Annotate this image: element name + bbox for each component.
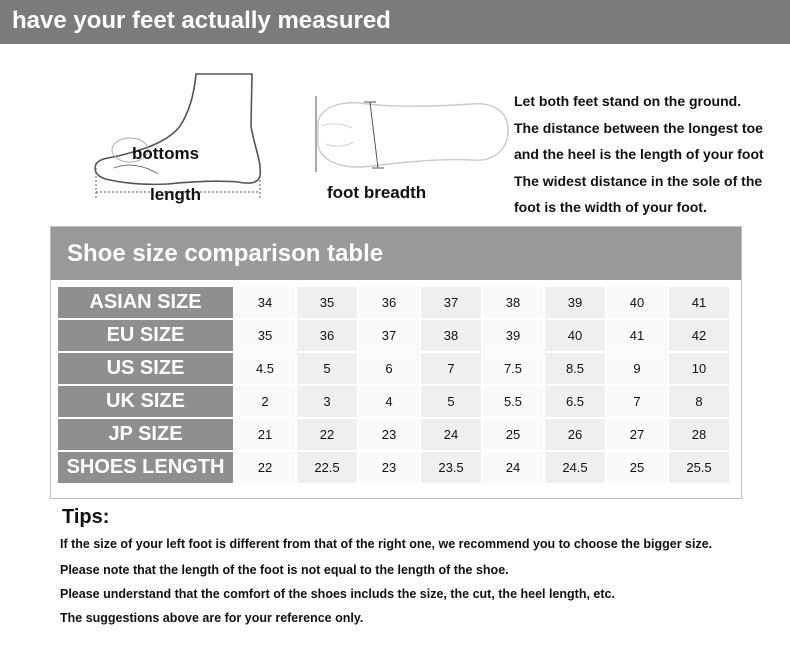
tip-item: The suggestions above are for your reference only. [60,611,364,625]
size-cell: 5 [421,386,481,417]
size-cell: 5.5 [483,386,543,417]
size-cell: 39 [545,287,605,318]
row-header: SHOES LENGTH [58,452,233,483]
table-row [58,320,729,351]
size-cell: 39 [483,320,543,351]
size-cell: 24 [421,419,481,450]
size-cell: 23 [359,419,419,450]
size-cell: 6.5 [545,386,605,417]
foot-top-view-illustration [312,92,512,177]
size-cell: 38 [421,320,481,351]
banner-title: have your feet actually measured [12,7,391,34]
size-cell: 8.5 [545,353,605,384]
size-cell: 7.5 [483,353,543,384]
table-row [58,386,729,417]
row-header: US SIZE [58,353,233,384]
size-cell: 7 [607,386,667,417]
size-cell: 22 [297,419,357,450]
size-cell: 25 [607,452,667,483]
size-cell: 40 [545,320,605,351]
instruction-line: and the heel is the length of your foot [514,146,764,162]
size-cell: 23.5 [421,452,481,483]
instruction-line: The distance between the longest toe [514,119,763,136]
tip-item: If the size of your left foot is different from that of the right one, we recommend you to choose the bigger size. [60,537,713,551]
measurement-instructions [514,88,790,221]
size-cell: 4.5 [235,353,295,384]
size-cell: 3 [297,386,357,417]
table-row [58,287,729,318]
size-cell: 2 [235,386,295,417]
size-cell: 42 [669,320,729,351]
foot-breadth-label: foot breadth [327,183,427,202]
size-cell: 25.5 [669,452,729,483]
size-cell: 38 [483,287,543,318]
size-cell: 37 [421,287,481,318]
tip-item: Please understand that the comfort of the shoes includs the size, the cut, the heel length, etc. [60,587,615,601]
size-cell: 28 [669,419,729,450]
size-cell: 9 [607,353,667,384]
size-cell: 7 [421,353,481,384]
table-row [58,419,729,450]
table-title: Shoe size comparison table [51,227,741,280]
size-cell: 4 [359,386,419,417]
table-row [58,353,729,384]
instruction-line: Let both feet stand on the ground. [514,93,742,109]
tips-title: Tips: [62,506,110,528]
row-header: JP SIZE [58,419,233,450]
table-row [58,452,729,483]
size-cell: 36 [359,287,419,318]
size-cell: 34 [235,287,295,318]
row-header: ASIAN SIZE [58,287,233,318]
size-cell: 40 [607,287,667,318]
size-cell: 21 [235,419,295,450]
size-cell: 10 [669,353,729,384]
size-cell: 25 [483,419,543,450]
size-cell: 8 [669,386,729,417]
instruction-line: The widest distance in the sole of the [514,172,763,189]
size-cell: 23 [359,452,419,483]
size-cell: 6 [359,353,419,384]
size-cell: 24 [483,452,543,483]
size-cell: 22.5 [297,452,357,483]
size-cell: 35 [297,287,357,318]
size-cell: 27 [607,419,667,450]
instruction-line: foot is the width of your foot. [514,199,707,215]
tip-item: Please note that the length of the foot is not equal to the length of the shoe. [60,563,509,577]
size-cell: 24.5 [545,452,605,483]
size-cell: 5 [297,353,357,384]
header-banner [0,0,790,44]
size-cell: 35 [235,320,295,351]
size-cell: 36 [297,320,357,351]
row-header: EU SIZE [58,320,233,351]
size-cell: 37 [359,320,419,351]
row-header: UK SIZE [58,386,233,417]
size-cell: 41 [669,287,729,318]
length-label: length [150,185,201,204]
size-cell: 22 [235,452,295,483]
size-cell: 41 [607,320,667,351]
size-comparison-table [56,285,731,485]
size-cell: 26 [545,419,605,450]
foot-top-outline-icon [312,92,512,177]
bottoms-label: bottoms [132,144,200,163]
size-comparison-panel [50,226,742,499]
